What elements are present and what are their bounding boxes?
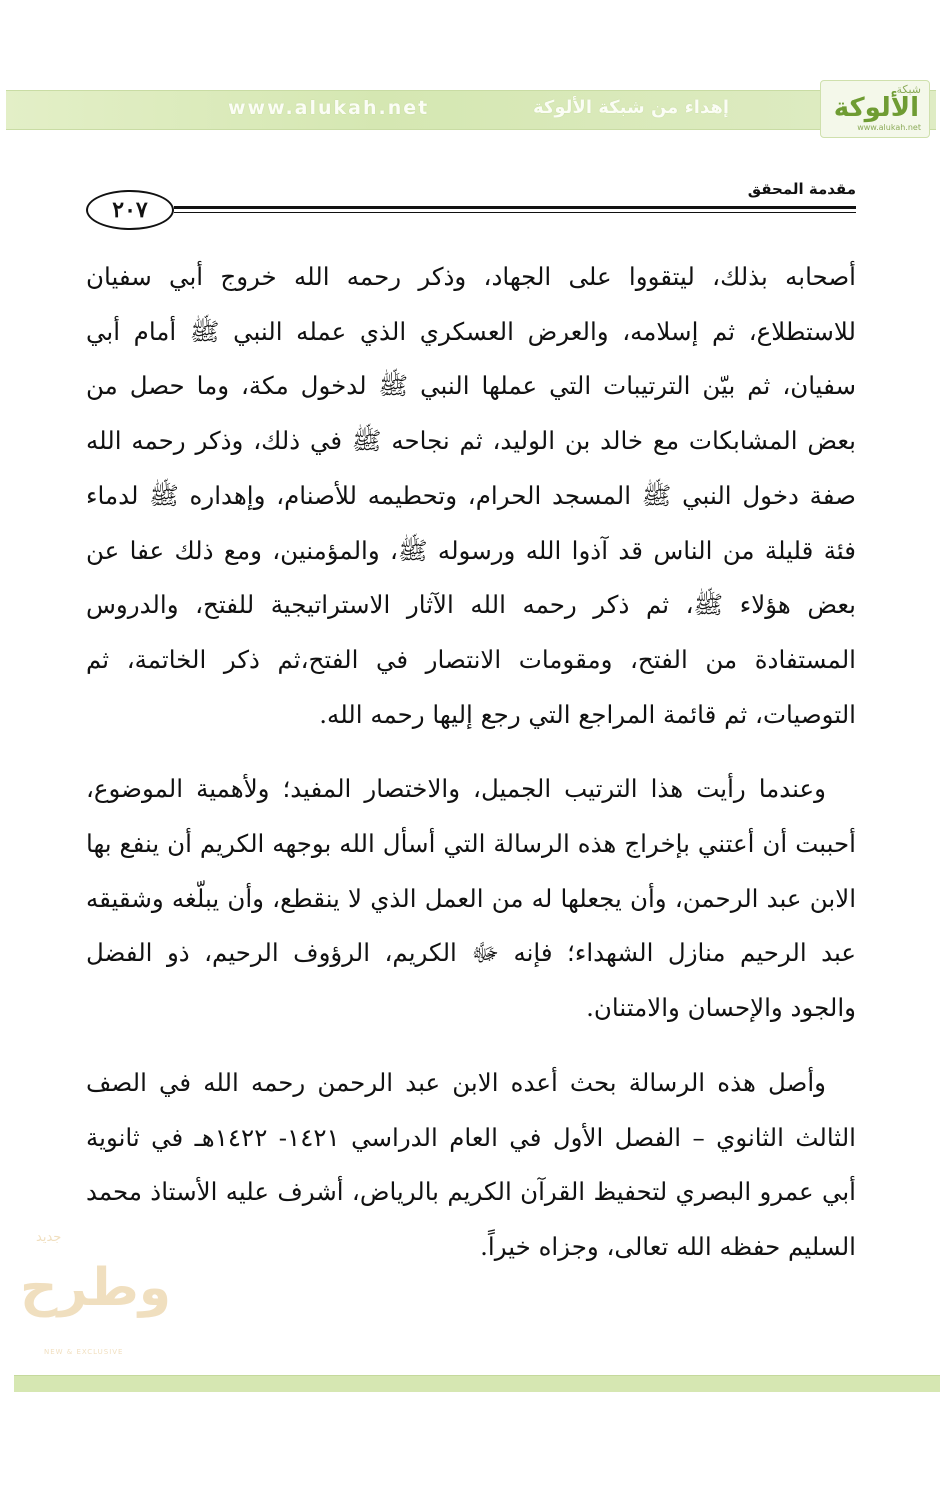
banner-url: www.alukah.net <box>228 97 430 119</box>
body-text <box>86 250 856 1275</box>
watermark-bottom: NEW & EXCLUSIVE <box>44 1348 124 1356</box>
header-rule-thick <box>174 206 856 209</box>
alukah-logo <box>820 80 930 138</box>
logo-main-text: الألوكة <box>833 93 919 123</box>
running-title: مقدمة المحقق <box>747 180 856 198</box>
watermark-top: جديد <box>36 1230 62 1245</box>
paragraph-2: وعندما رأيت هذا الترتيب الجميل، والاختصار المفيد؛ ولأهمية الموضوع، أحببت أن أعتني بإخراج هذه الرسالة التي أسأل الله بوجهه الكريم أن ينفع بها الابن عبد الرحمن، وأن يجعلها له من العمل الذي لا ينقطع، وأن يبلّغه وشقيقه عبد الرحيم منازل الشهداء؛ فإنه ﷻ الكريم، الرؤوف الرحيم، ذو الفضل والجود والإحسان والامتنان. <box>86 774 856 1023</box>
paragraph-1: أصحابه بذلك، ليتقووا على الجهاد، وذكر رحمه الله خروج أبي سفيان للاستطلاع، ثم إسلامه، والعرض العسكري الذي عمله النبي ﷺ أمام أبي سفيان، ثم بيّن الترتيبات التي عملها النبي ﷺ لدخول مكة، وما حصل من بعض المشابكات مع خالد بن الوليد، ثم نجاحه ﷺ في ذلك، وذكر رحمه الله صفة دخول النبي ﷺ المسجد الحرام، وتحطيمه للأصنام، وإهداره ﷺ لدماء فئة قليلة من الناس قد آذوا الله ورسوله ﷺ، والمؤمنين، ومع ذلك عفا عن بعض هؤلاء ﷺ، ثم ذكر رحمه الله الآثار الاستراتيجية للفتح، والدروس المستفادة من الفتح، ومقومات الانتصار في الفتح،ثم ذكر الخاتمة، ثم التوصيات، ثم قائمة المراجع التي رجع إليها رحمه الله. <box>86 262 856 729</box>
banner-gift-text: إهداء من شبكة الألوكة <box>533 97 729 118</box>
page-number: ٢٠٧ <box>86 190 174 230</box>
top-banner <box>6 90 936 130</box>
paragraph-3: وأصل هذه الرسالة بحث أعده الابن عبد الرحمن رحمه الله في الصف الثالث الثانوي – الفصل الأول في العام الدراسي ١٤٢١- ١٤٢٢هـ في ثانوية أبي عمرو البصري لتحفيظ القرآن الكريم بالرياض، أشرف عليه الأستاذ محمد السليم حفظه الله تعالى، وجزاه خيراً. <box>86 1067 856 1261</box>
page-header <box>82 176 856 236</box>
logo-top-text: شبكة <box>896 83 921 96</box>
bottom-banner <box>14 1375 940 1392</box>
side-watermark <box>8 1230 172 1360</box>
watermark-main: وطرح <box>20 1258 172 1318</box>
header-rule-thin <box>174 212 856 213</box>
logo-url-text: www.alukah.net <box>857 123 921 132</box>
